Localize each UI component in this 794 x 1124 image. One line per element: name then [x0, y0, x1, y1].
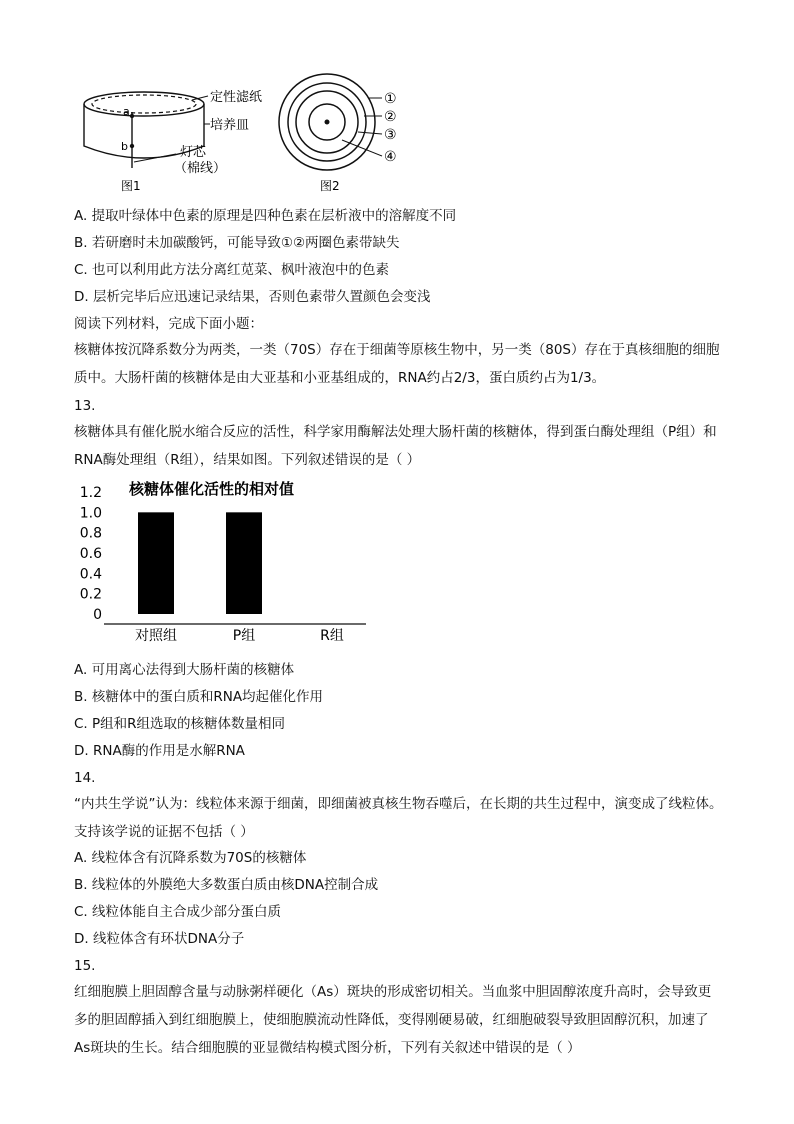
q14-option-d: D. 线粒体含有环状DNA分子 — [74, 931, 245, 947]
chart-x-label: 对照组 — [135, 628, 177, 644]
figure-1-caption: 图1 — [121, 179, 141, 193]
reading-material: 核糖体按沉降系数分为两类，一类（70S）存在于细菌等原核生物中，另一类（80S）存在于真核细胞的细胞质中。大肠杆菌的核糖体是由大亚基和小亚基组成的，RNA约占2/3，蛋白质约占为1/3。 — [74, 342, 720, 386]
q14-option-c: C. 线粒体能自主合成少部分蛋白质 — [74, 904, 282, 920]
ring-label-3: ③ — [384, 127, 397, 143]
activity-bar-chart — [74, 476, 374, 648]
q14-number: 14. — [74, 770, 96, 786]
chart-x-label: P组 — [232, 628, 256, 644]
chart-y-tick: 0.6 — [79, 546, 102, 562]
q14-stem: “内共生学说”认为：线粒体来源于细菌，即细菌被真核生物吞噬后，在长期的共生过程中，演变成了线粒体。支持该学说的证据不包括（ ） — [74, 796, 723, 840]
figure-2 — [272, 70, 412, 195]
q12-option-b: B. 若研磨时未加碳酸钙，可能导致①②两圈色素带缺失 — [74, 235, 400, 251]
chart-y-tick: 0 — [93, 607, 102, 623]
q12-option-a: A. 提取叶绿体中色素的原理是四种色素在层析液中的溶解度不同 — [74, 208, 457, 224]
figure-2-caption: 图2 — [320, 179, 340, 193]
q13-option-a: A. 可用离心法得到大肠杆菌的核糖体 — [74, 662, 295, 678]
chart-y-tick: 0.8 — [79, 525, 102, 542]
leader-4 — [342, 140, 382, 156]
point-a-dot — [130, 114, 134, 118]
chart-y-tick: 0.4 — [79, 566, 102, 583]
chart-y-tick: 0.2 — [79, 586, 102, 603]
q12-option-d: D. 层析完毕后应迅速记录结果，否则色素带久置颜色会变浅 — [74, 289, 431, 305]
q13-option-d: D. RNA酶的作用是水解RNA — [74, 743, 245, 759]
label-wick: 灯芯 — [180, 145, 207, 160]
figure-1 — [74, 84, 284, 194]
reading-intro: 阅读下列材料，完成下面小题： — [74, 316, 263, 332]
chart-y-tick: 1.2 — [79, 485, 102, 501]
chart-y-tick: 1.0 — [79, 505, 102, 522]
q13-stem: 核糖体具有催化脱水缩合反应的活性，科学家用酶解法处理大肠杆菌的核糖体，得到蛋白酶处理组（P组）和RNA酶处理组（R组），结果如图。下列叙述错误的是（ ） — [74, 424, 717, 468]
q12-option-c: C. 也可以利用此方法分离红苋菜、枫叶液泡中的色素 — [74, 262, 390, 278]
q14-option-a: A. 线粒体含有沉降系数为70S的核糖体 — [74, 850, 307, 866]
chart-x-label: R组 — [320, 628, 344, 644]
q15-stem: 红细胞膜上胆固醇含量与动脉粥样硬化（As）斑块的形成密切相关。当血浆中胆固醇浓度升高时，会导致更多的胆固醇插入到红细胞膜上，使细胞膜流动性降低，变得刚硬易破，红细胞破裂导致胆固醇沉积，加速了As斑块的生长。结合细胞膜的亚显微结构模式图分析，下列有关叙述中错误的是（ ） — [74, 984, 712, 1056]
chart-bar — [226, 512, 262, 614]
ring-label-4: ④ — [384, 149, 397, 165]
q13-option-b: B. 核糖体中的蛋白质和RNA均起催化作用 — [74, 689, 324, 705]
point-b-label: b — [121, 140, 128, 153]
q13-number: 13. — [74, 398, 96, 414]
label-wick-cotton: （棉线） — [174, 161, 227, 176]
chart-bar — [138, 512, 174, 614]
filter-paper — [92, 95, 196, 113]
q13-option-c: C. P组和R组选取的核糖体数量相同 — [74, 716, 286, 732]
label-dish: 培养皿 — [210, 118, 250, 133]
q15-number: 15. — [74, 958, 96, 974]
origin-dot — [325, 120, 330, 125]
ring-label-2: ② — [384, 109, 397, 125]
point-a-label: a — [123, 105, 130, 118]
leader-3 — [358, 132, 382, 134]
q14-option-b: B. 线粒体的外膜绝大多数蛋白质由核DNA控制合成 — [74, 877, 379, 893]
ring-label-1: ① — [384, 91, 397, 107]
chart-title: 核糖体催化活性的相对值 — [129, 480, 295, 498]
point-b-dot — [130, 144, 134, 148]
label-filter-paper: 定性滤纸 — [210, 90, 263, 105]
